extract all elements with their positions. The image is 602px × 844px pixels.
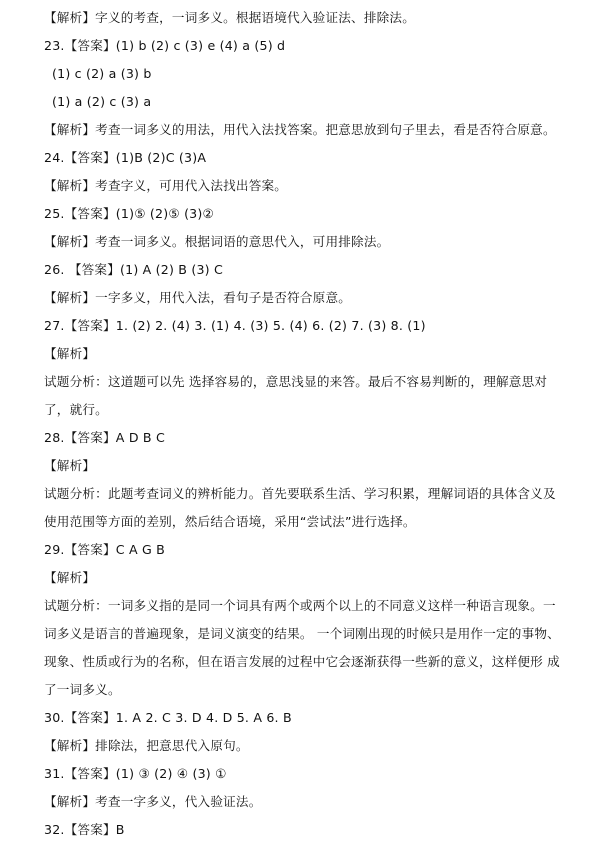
text-line: 27.【答案】1. (2) 2. (4) 3. (1) 4. (3) 5. (4) 6. (2) 7. (3) 8. (1) <box>44 318 426 333</box>
text-line: 试题分析：这道题可以先 选择容易的，意思浅显的来答。最后不容易判断的，理解意思对 <box>44 374 548 389</box>
text-line: 【解析】考查一字多义，代入验证法。 <box>44 794 262 809</box>
text-line: 【解析】 <box>44 570 96 585</box>
text-line: 31.【答案】(1) ③ (2) ④ (3) ① <box>44 766 227 781</box>
text-line: 【解析】 <box>44 346 96 361</box>
text-line: 现象、性质或行为的名称，但在语言发展的过程中它会逐渐获得一些新的意义，这样便形 成 <box>44 654 560 669</box>
text-line: 【解析】考查字义，可用代入法找出答案。 <box>44 178 288 193</box>
text-line: 试题分析：一词多义指的是同一个词具有两个或两个以上的不同意义这样一种语言现象。一 <box>44 598 556 613</box>
text-line: 28.【答案】A D B C <box>44 430 165 445</box>
text-line: 32.【答案】B <box>44 822 125 837</box>
text-line: 【解析】考查一词多义。根据词语的意思代入，可用排除法。 <box>44 234 390 249</box>
text-line: (1) c (2) a (3) b <box>52 66 152 81</box>
text-line: 了，就行。 <box>44 402 108 417</box>
text-line: 29.【答案】C A G B <box>44 542 166 557</box>
text-line: 23.【答案】(1) b (2) c (3) e (4) a (5) d <box>44 38 286 53</box>
text-line: 使用范围等方面的差别，然后结合语境，采用“尝试法”进行选择。 <box>44 514 416 529</box>
text-line: 词多义是语言的普遍现象，是词义演变的结果。 一个词刚出现的时候只是用作一定的事物、 <box>44 626 560 641</box>
text-line: 【解析】 <box>44 458 96 473</box>
text-line: 25.【答案】(1)⑤ (2)⑤ (3)② <box>44 206 214 221</box>
text-line: 24.【答案】(1)B (2)C (3)A <box>44 150 207 165</box>
text-line: 了一词多义。 <box>44 682 121 697</box>
text-line: 【解析】字义的考查，一词多义。根据语境代入验证法、排除法。 <box>44 10 416 25</box>
text-line: 【解析】一字多义，用代入法，看句子是否符合原意。 <box>44 290 352 305</box>
text-line: 30.【答案】1. A 2. C 3. D 4. D 5. A 6. B <box>44 710 292 725</box>
text-line: 试题分析：此题考查词义的辨析能力。首先要联系生活、学习积累，理解词语的具体含义及 <box>44 486 556 501</box>
text-line: 【解析】排除法，把意思代入原句。 <box>44 738 249 753</box>
text-line: (1) a (2) c (3) a <box>52 94 152 109</box>
text-line: 【解析】考查一词多义的用法，用代入法找答案。把意思放到句子里去，看是否符合原意。 <box>44 122 556 137</box>
text-line: 26. 【答案】(1) A (2) B (3) C <box>44 262 223 277</box>
